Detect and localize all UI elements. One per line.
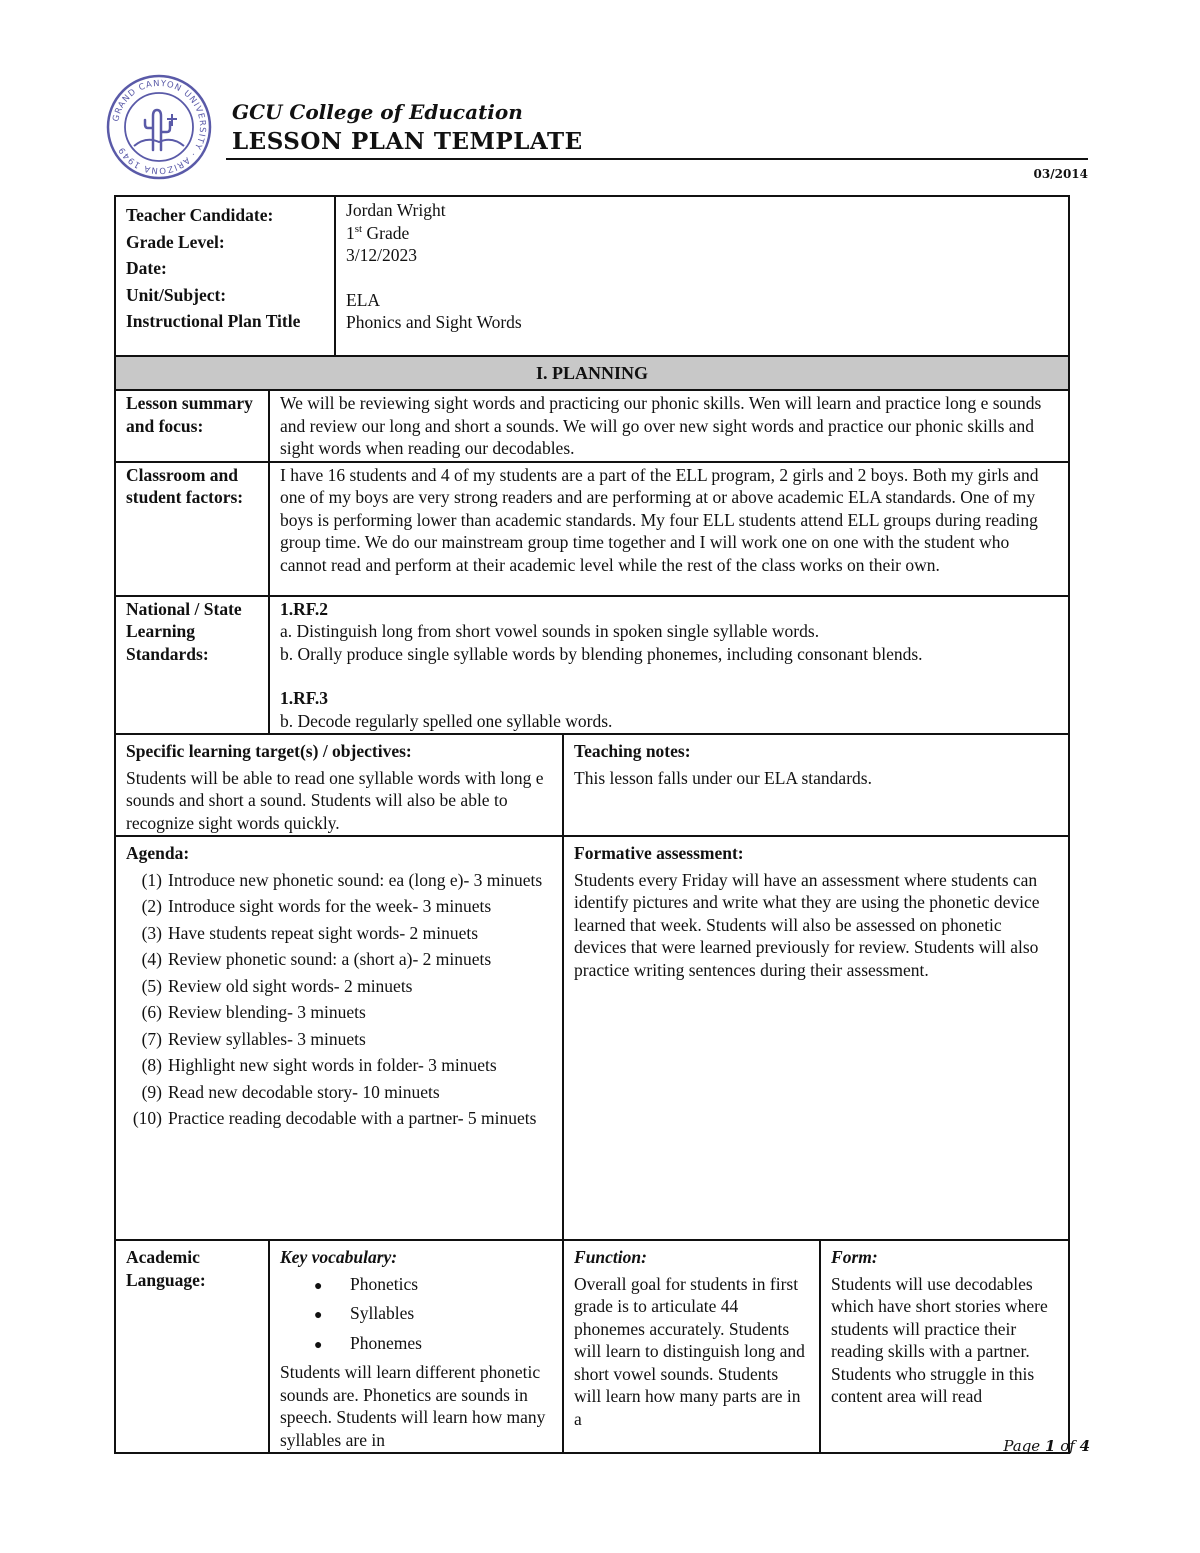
page-current: 1: [1044, 1437, 1056, 1455]
lesson-summary-text: We will be reviewing sight words and practicing our phonic skills. Wen will learn and practice long e sounds and review our long and short a sounds. We will go over new sight words and practice our phonic skills and sight words when reading our decodables.: [269, 390, 1069, 462]
svg-text:GRAND CANYON UNIVERSITY · ARIZ: GRAND CANYON UNIVERSITY · ARIZONA 1949: [111, 78, 208, 176]
agenda-item: (7) Review syllables- 3 minuets: [141, 1028, 366, 1049]
grade-number: 1: [346, 222, 355, 243]
form-cell: [820, 1240, 1069, 1453]
date-label: Date:: [126, 258, 167, 278]
page-number: [1003, 1437, 1090, 1455]
standard-rf2-b: b. Orally produce single syllable words by blending phonemes, including consonant blends.: [280, 643, 923, 664]
classroom-factors-text: I have 16 students and 4 of my students are a part of the ELL program, 2 girls and 2 boys. Both my girls and one of my boys are very strong readers and are performing at or above academic ELA standards. One of my boys is performing lower than academic standards. My four ELL students attend ELL groups during reading group time. We do our mainstream group time together and I will work one on one with the student who cannot read and perform at their academic level while the rest of the class works on their own.: [269, 462, 1069, 596]
planning-heading-row: [115, 356, 1069, 390]
agenda-item: (5) Review old sight words- 2 minuets: [141, 975, 413, 996]
vocab-item: ● Phonetics: [280, 1273, 552, 1299]
agenda-item: (1) Introduce new phonetic sound: ea (long e)- 3 minuets: [141, 869, 543, 890]
college-name: GCU College of Education: [232, 100, 523, 124]
standard-rf3-b: b. Decode regularly spelled one syllable words.: [280, 710, 613, 731]
teacher-candidate-label: Teacher Candidate:: [126, 205, 274, 225]
agenda-cell: [115, 836, 563, 1240]
objectives-label: Specific learning target(s) / objectives:: [126, 741, 412, 761]
info-row: [115, 196, 1069, 356]
info-labels-cell: [115, 196, 335, 356]
teacher-name-value: Jordan Wright: [346, 200, 446, 220]
date-value: 3/12/2023: [346, 245, 417, 265]
page-word: Page: [1003, 1437, 1041, 1455]
academic-language-row: [115, 1240, 1069, 1453]
function-label: Function:: [574, 1247, 647, 1267]
objectives-row: [115, 734, 1069, 836]
bullet-icon: ●: [314, 1278, 323, 1294]
key-vocabulary-list: [280, 1273, 552, 1358]
info-values-cell: [335, 196, 1069, 356]
grade-word: Grade: [362, 222, 410, 243]
form-text: Students will use decodables which have short stories where students will practice their reading skills with a partner. Students who struggle in this content area will read: [831, 1273, 1048, 1406]
page-total: 4: [1079, 1437, 1090, 1455]
agenda-item: (9) Read new decodable story- 10 minuets: [141, 1081, 440, 1102]
planning-heading: I. PLANNING: [115, 356, 1069, 390]
of-word: of: [1060, 1437, 1075, 1455]
plan-title-value: Phonics and Sight Words: [346, 312, 522, 332]
objectives-cell: [115, 734, 563, 836]
standard-code-rf3: 1.RF.3: [280, 688, 328, 708]
agenda-item: (2) Introduce sight words for the week- 3 minuets: [141, 896, 492, 916]
grade-level-label: Grade Level:: [126, 231, 225, 252]
standards-label: National / State Learning Standards:: [115, 596, 269, 735]
objectives-text: Students will be able to read one syllable words with long e sounds and short a sound. Students will also be able to recognize sight words quickly.: [126, 767, 544, 833]
teaching-notes-label: Teaching notes:: [574, 741, 691, 761]
document-title: LESSON PLAN TEMPLATE: [232, 128, 583, 155]
header-rule: [226, 158, 1088, 160]
agenda-item: (4) Review phonetic sound: a (short a)- 2 minuets: [141, 949, 492, 969]
function-cell: [563, 1240, 820, 1453]
vocab-item: ● Phonemes: [280, 1332, 552, 1358]
form-label: Form:: [831, 1247, 878, 1267]
bullet-icon: ●: [314, 1337, 323, 1353]
lesson-summary-row: [115, 390, 1069, 462]
university-seal-logo: [106, 74, 212, 180]
vocab-item: ● Syllables: [280, 1302, 552, 1328]
standards-row: [115, 596, 1069, 735]
bullet-icon: ●: [314, 1308, 323, 1323]
unit-subject-value: ELA: [346, 289, 381, 310]
instructional-plan-title-label: Instructional Plan Title: [126, 311, 301, 331]
grade-ordinal-suffix: st: [354, 222, 363, 235]
key-vocabulary-cell: [269, 1240, 563, 1453]
teaching-notes-cell: [563, 734, 1069, 836]
formative-assessment-label: Formative assessment:: [574, 843, 744, 863]
agenda-item: (6) Review blending- 3 minuets: [141, 1002, 366, 1022]
agenda-list: [126, 869, 552, 1130]
unit-subject-label: Unit/Subject:: [126, 284, 227, 305]
key-vocabulary-label: Key vocabulary:: [280, 1247, 398, 1267]
standard-rf2-a: a. Distinguish long from short vowel sounds in spoken single syllable words.: [280, 621, 820, 641]
formative-assessment-text: Students every Friday will have an assessment where students can identify pictures and write what they are using the phonetic device learned that week. Students will also be assessed on phonetic devices that were learned previously for review. Students will also practice writing sentences during their assessment.: [574, 869, 1040, 980]
agenda-item: (3) Have students repeat sight words- 2 minuets: [141, 922, 479, 943]
grade-level-value: [346, 222, 1058, 245]
classroom-factors-row: [115, 462, 1069, 596]
agenda-item: (8) Highlight new sight words in folder- 3 minuets: [141, 1055, 497, 1075]
lesson-plan-table: [114, 195, 1070, 1454]
teaching-notes-text: This lesson falls under our ELA standards.: [574, 767, 872, 788]
formative-assessment-cell: [563, 836, 1069, 1240]
template-revision-date: 03/2014: [1033, 167, 1088, 181]
agenda-row: [115, 836, 1069, 1240]
lesson-summary-label: Lesson summary and focus:: [115, 390, 269, 462]
agenda-label: Agenda:: [126, 843, 190, 863]
standard-code-rf2: 1.RF.2: [280, 598, 328, 619]
classroom-factors-label: Classroom and student factors:: [115, 462, 269, 596]
standards-cell: [269, 596, 1069, 735]
key-vocabulary-text: Students will learn different phonetic sounds are. Phonetics are sounds in speech. Students will learn how many syllables are in: [280, 1362, 546, 1450]
agenda-item: (10) Practice reading decodable with a partner- 5 minuets: [132, 1108, 537, 1128]
function-text: Overall goal for students in first grade is to articulate 44 phonemes accurately. Students will learn to distinguish long and short vowel sounds. Students will learn how many parts are in a: [574, 1273, 805, 1429]
academic-language-label: Academic Language:: [115, 1240, 269, 1453]
